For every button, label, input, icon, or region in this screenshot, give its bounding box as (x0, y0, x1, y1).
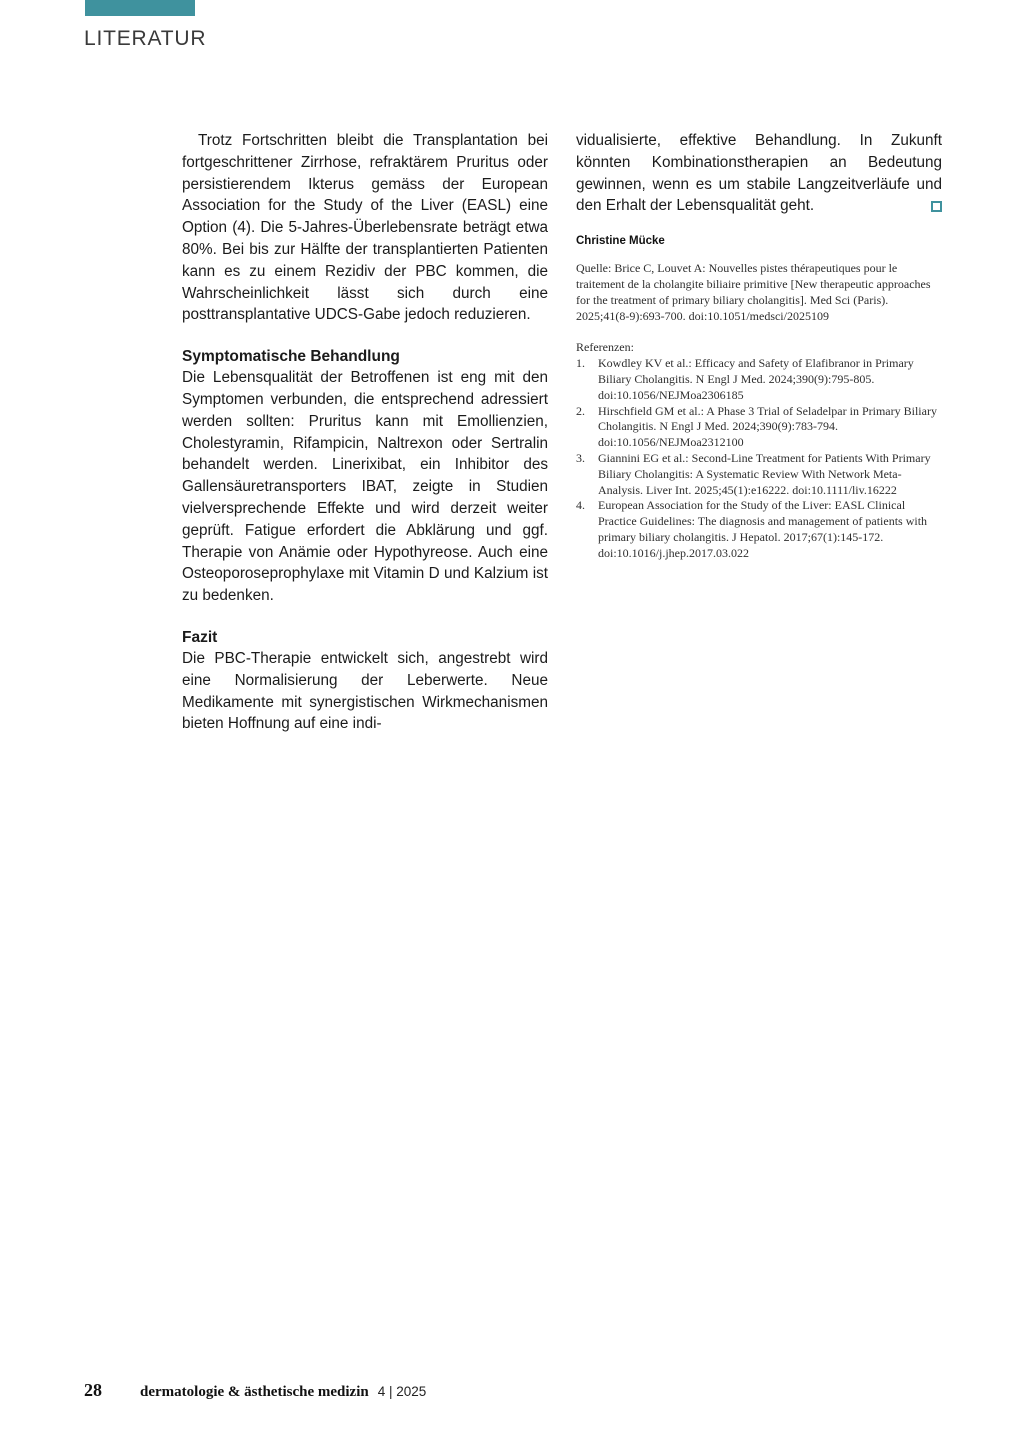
continuation-text: vidualisierte, effektive Behandlung. In Zukunft könnten Kombinationstherapien an Bedeutung gewinnen, wenn es um stabile Langzeitverläufe und den Erhalt der Lebensqualität geht. (576, 132, 942, 215)
right-column (576, 130, 942, 735)
end-of-article-icon (931, 201, 942, 212)
source-citation: Quelle: Brice C, Louvet A: Nouvelles pistes thérapeutiques pour le traitement de la cholangite biliaire primitive [New therapeutic approaches for the treatment of primary biliary cholangitis]. Med Sci (Paris). 2025;41(8-9):693-700. doi:10.1051/medsci/2025109 (576, 261, 931, 323)
fazit-paragraph: Die PBC-Therapie entwickelt sich, angestrebt wird eine Normalisierung der Leberwerte. Neue Medikamente mit synergistischen Wirkmechanismen bieten Hoffnung auf eine indi- (182, 649, 548, 733)
section-accent-bar (85, 0, 195, 16)
page-footer (84, 1380, 426, 1401)
left-column (182, 130, 548, 735)
reference-text: Hirschfield GM et al.: A Phase 3 Trial of Seladelpar in Primary Biliary Cholangitis. N Engl J Med. 2024;390(9):783-794. doi:10.1056/NEJMoa2312100 (598, 403, 937, 450)
author-byline: Christine Mücke (576, 235, 665, 248)
issue-number: 4 | 2025 (377, 1384, 427, 1399)
reference-item (576, 404, 942, 451)
reference-item (576, 356, 942, 403)
reference-number: 4. (576, 498, 585, 513)
article-columns (182, 130, 942, 735)
symptomatische-behandlung-paragraph: Die Lebensqualität der Betroffenen ist eng mit den Symptomen verbunden, die entsprechend adressiert werden sollten: Pruritus kann mit Emollienzien, Cholestyramin, Rifampicin, Naltrexon oder Sertralin behandelt werden. Linerixibat, ein Inhibitor des Gallensäuretransporters IBAT, zeigte in Studien vielversprechende Effekte und wird derzeit weiter geprüft. Fatigue erfordert die Abklärung und ggf. Therapie von Anämie oder Hypothyreose. Auch eine Osteoporoseprophylaxe mit Vitamin D und Kalzium ist zu bedenken. (182, 369, 548, 605)
reference-text: European Association for the Study of the Liver: EASL Clinical Practice Guidelines: The diagnosis and management of patients with primary biliary cholangitis. J Hepatol. 2017;67(1):145-172. doi:10.1016/j.jhep.2017.03.022 (598, 498, 928, 560)
reference-number: 1. (576, 356, 585, 371)
reference-number: 3. (576, 450, 585, 465)
intro-paragraph: Trotz Fortschritten bleibt die Transplantation bei fortgeschrittener Zirrhose, refraktärem Pruritus oder persistierendem Ikterus gemäss der European Association for the Study of the Liver (EASL) eine Option (4). Die 5-Jahres-Überlebensrate beträgt etwa 80%. Bei bis zur Hälfte der transplantierten Patienten kann es zu einem Rezidiv der PBC kommen, die Wahrscheinlichkeit lässt sich durch eine posttransplantative UDCS-Gabe jedoch reduzieren. (182, 132, 548, 324)
magazine-name: dermatologie & ästhetische medizin (140, 1384, 369, 1400)
reference-text: Giannini EG et al.: Second-Line Treatment for Patients With Primary Biliary Cholangitis: A Systematic Review With Network Meta-Analysis. Liver Int. 2025;45(1):e16222. doi:10.1111/liv.16222 (598, 450, 931, 497)
reference-number: 2. (576, 403, 585, 418)
subheading-symptomatische-behandlung: Symptomatische Behandlung (182, 348, 400, 366)
reference-item (576, 498, 942, 561)
continuation-paragraph (576, 130, 942, 217)
reference-item (576, 451, 942, 498)
references-label: Referenzen: (576, 340, 634, 355)
page-number: 28 (84, 1380, 102, 1400)
reference-text: Kowdley KV et al.: Efficacy and Safety of Elafibranor in Primary Biliary Cholangitis. N Engl J Med. 2024;390(9):795-805. doi:10.1056/NEJMoa2306185 (598, 356, 914, 402)
section-heading: LITERATUR (84, 27, 207, 50)
subheading-fazit: Fazit (182, 628, 218, 646)
references-list (576, 356, 942, 561)
